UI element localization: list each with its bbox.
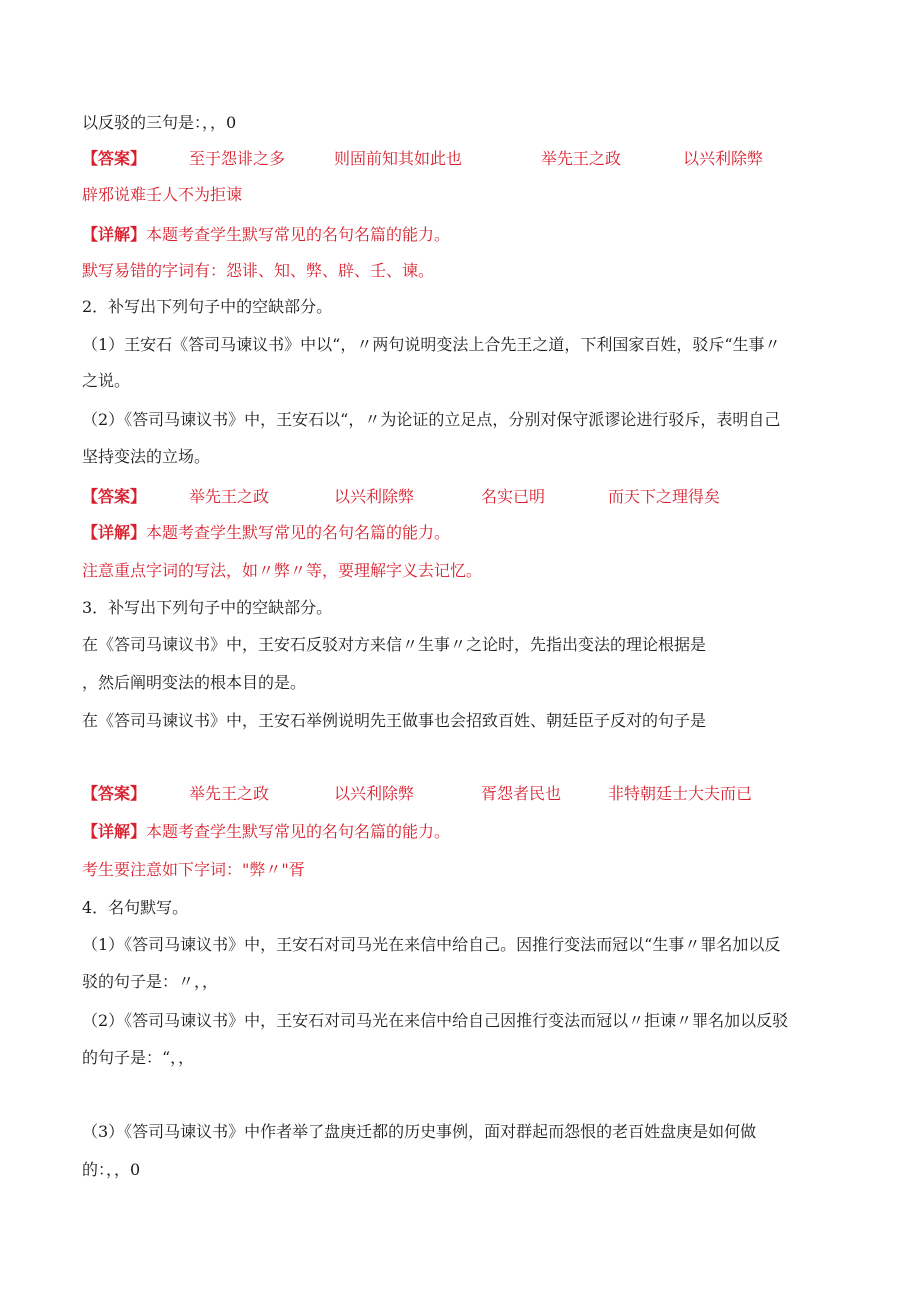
q1-detail-text: 本题考查学生默写常见的名句名篇的能力。 <box>146 225 451 244</box>
q2-p1-line2: 之说。 <box>82 371 131 390</box>
q3-answer-tag: 【答案】 <box>82 784 147 803</box>
q2-detail <box>82 522 450 544</box>
q1-tail: 以反驳的三句是：，，0 <box>82 113 237 132</box>
q2-answer-1: 举先王之政 <box>189 487 270 506</box>
q1-answer-4: 以兴利除弊 <box>683 149 764 168</box>
q4-p3-line1: （3）《答司马谏议书》中作者举了盘庚迁都的历史事例，面对群起而怨恨的老百姓盘庚是如何做 <box>82 1122 757 1141</box>
q3-detail-text: 本题考查学生默写常见的名句名篇的能力。 <box>146 822 451 841</box>
q4-title: 4．名句默写。 <box>82 898 189 917</box>
q1-answer-tag: 【答案】 <box>82 149 147 168</box>
q2-title: 2．补写出下列句子中的空缺部分。 <box>82 297 333 316</box>
q4-p3-line2: 的：，，0 <box>82 1160 141 1179</box>
q3-answer-1: 举先王之政 <box>189 784 270 803</box>
q3-detail <box>82 821 450 843</box>
q1-answer-2: 则固前知其如此也 <box>334 149 463 168</box>
q2-detail-text: 本题考查学生默写常见的名句名篇的能力。 <box>146 523 451 542</box>
q4-p1-line2: 驳的句子是：〃，， <box>82 972 219 991</box>
q2-answer-4: 而天下之理得矣 <box>608 487 721 506</box>
q2-detail-tag: 【详解】 <box>82 523 147 542</box>
q1-note: 默写易错的字词有：怨诽、知、弊、辟、壬、谏。 <box>82 261 435 280</box>
q3-answer-4: 非特朝廷士大夫而已 <box>608 784 753 803</box>
q1-answer-line2: 辟邪说难壬人不为拒谏 <box>82 185 243 204</box>
q2-answer-tag: 【答案】 <box>82 487 147 506</box>
q4-p1-line1: （1）《答司马谏议书》中，王安石对司马光在来信中给自己。因推行变法而冠以“生事〃罪名加以反 <box>82 935 781 954</box>
q4-p2-line2: 的句子是：“，， <box>82 1048 195 1067</box>
q2-p1-line1: （1）王安石《答司马谏议书》中以“，〃两句说明变法上合先王之道，下利国家百姓，驳斥“生事〃 <box>82 335 781 354</box>
q3-p1-line1: 在《答司马谏议书》中，王安石反驳对方来信〃生事〃之论时，先指出变法的理论根据是 <box>82 635 707 654</box>
q3-title: 3．补写出下列句子中的空缺部分。 <box>82 598 333 617</box>
q3-p2-line1: 在《答司马谏议书》中，王安石举例说明先王做事也会招致百姓、朝廷臣子反对的句子是 <box>82 711 707 730</box>
q3-detail-tag: 【详解】 <box>82 822 147 841</box>
q2-note: 注意重点字词的写法，如〃弊〃等，要理解字义去记忆。 <box>82 561 483 580</box>
q4-p2-line1: （2）《答司马谏议书》中，王安石对司马光在来信中给自己因推行变法而冠以〃拒谏〃罪名加以反驳 <box>82 1011 789 1030</box>
q2-answer-3: 名实已明 <box>481 487 546 506</box>
q3-note: 考生要注意如下字词："弊〃"胥 <box>82 860 305 879</box>
q1-answer-1: 至于怨诽之多 <box>189 149 286 168</box>
q3-answer-2: 以兴利除弊 <box>334 784 415 803</box>
q3-answer-3: 胥怨者民也 <box>481 784 562 803</box>
q1-detail <box>82 224 450 246</box>
q1-detail-tag: 【详解】 <box>82 225 147 244</box>
q1-answer-3: 举先王之政 <box>541 149 622 168</box>
q3-p1-line2: ，然后阐明变法的根本目的是。 <box>82 673 307 692</box>
q2-answer-2: 以兴利除弊 <box>334 487 415 506</box>
q2-p2-line2: 坚持变法的立场。 <box>82 447 211 466</box>
q2-p2-line1: （2）《答司马谏议书》中，王安石以“，〃为论证的立足点，分别对保守派谬论进行驳斥，表明自己 <box>82 410 781 429</box>
